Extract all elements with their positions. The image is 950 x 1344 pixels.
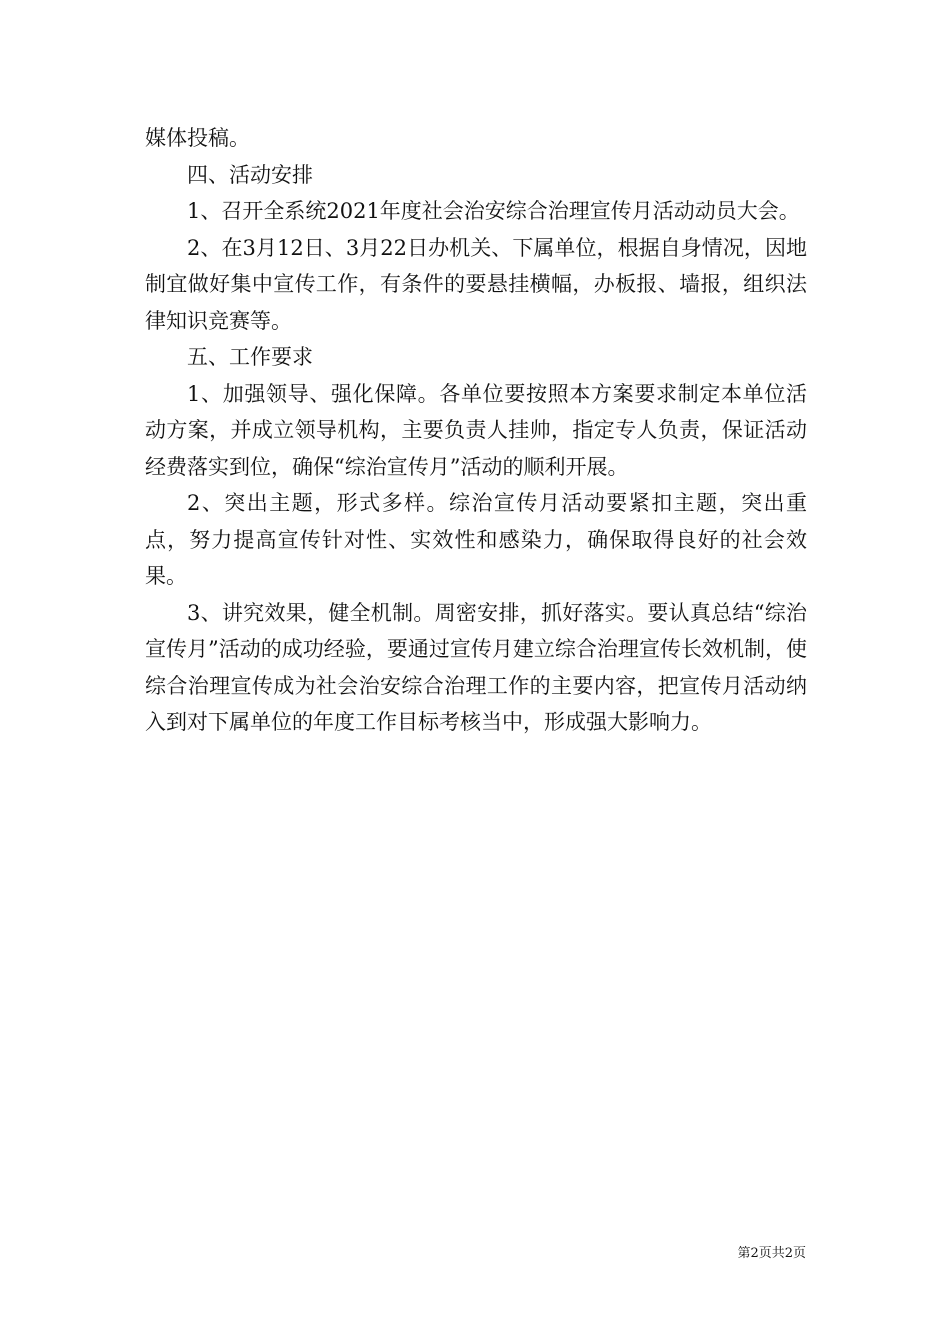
page-number: 第2页共2页	[737, 1246, 806, 1261]
document-body	[145, 120, 807, 741]
paragraph-item: 1、加强领导、强化保障。各单位要按照本方案要求制定本单位活动方案，并成立领导机构，主要负责人挂帅，指定专人负责，保证活动经费落实到位，确保“综治宣传月”活动的顺利开展。	[145, 381, 807, 479]
paragraph-item: 2、突出主题，形式多样。综治宣传月活动要紧扣主题，突出重点，努力提高宣传针对性、实效性和感染力，确保取得良好的社会效果。	[145, 491, 807, 588]
paragraph-item: 2、在3月12日、3月22日办机关、下属单位，根据自身情况，因地制宜做好集中宣传工作，有条件的要悬挂横幅，办板报、墙报，组织法律知识竞赛等。	[145, 235, 807, 333]
paragraph-item: 3、讲究效果，健全机制。周密安排，抓好落实。要认真总结“综治宣传月”活动的成功经验，要通过宣传月建立综合治理宣传长效机制，使综合治理宣传成为社会治安综合治理工作的主要内容，把宣传月活动纳入到对下属单位的年度工作目标考核当中，形成强大影响力。	[145, 600, 807, 734]
section-heading-activity-arrangement: 四、活动安排	[187, 162, 313, 187]
paragraph-item: 1、召开全系统2021年度社会治安综合治理宣传月活动动员大会。	[187, 199, 800, 223]
paragraph-continuation: 媒体投稿。	[145, 126, 250, 150]
section-heading-work-requirements: 五、工作要求	[187, 345, 313, 369]
